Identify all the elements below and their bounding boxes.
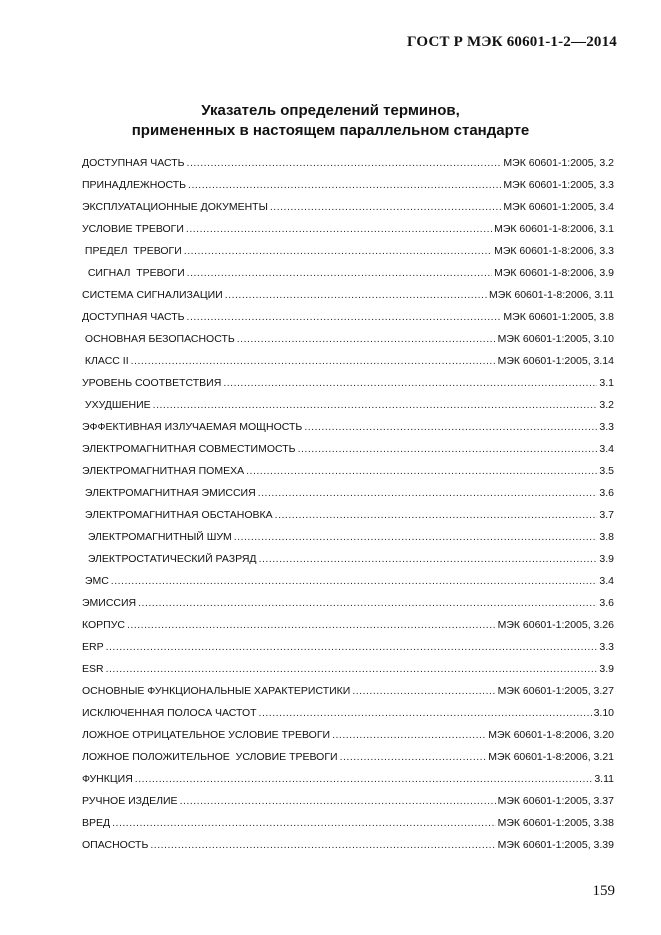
dot-leader: [275, 509, 598, 521]
entry-reference: 3.3: [599, 641, 614, 653]
entry-reference: 3.11: [594, 773, 614, 785]
entry-term: УХУДШЕНИЕ: [82, 399, 151, 411]
index-entry: [82, 223, 614, 245]
index-entry: [82, 377, 614, 399]
entry-reference: 3.4: [599, 575, 614, 587]
dot-leader: [332, 729, 486, 741]
entry-term: ОСНОВНАЯ БЕЗОПАСНОСТЬ: [82, 333, 235, 345]
entry-reference: 3.4: [599, 443, 614, 455]
entry-reference: 3.9: [599, 663, 614, 675]
entry-term: ЭЛЕКТРОМАГНИТНАЯ ПОМЕХА: [82, 465, 245, 477]
index-entry: [82, 179, 614, 201]
entry-term: ЭЛЕКТРОМАГНИТНАЯ СОВМЕСТИМОСТЬ: [82, 443, 296, 455]
entry-reference: МЭК 60601-1:2005, 3.26: [497, 619, 614, 631]
terms-index: [82, 157, 614, 861]
entry-term: СИСТЕМА СИГНАЛИЗАЦИИ: [82, 289, 223, 301]
index-entry: [82, 443, 614, 465]
dot-leader: [298, 443, 598, 455]
index-title-line-2: примененных в настоящем параллельном стандарте: [131, 122, 530, 139]
entry-reference: МЭК 60601-1-8:2006, 3.21: [488, 751, 614, 763]
dot-leader: [246, 465, 597, 477]
index-entry: [82, 333, 614, 355]
dot-leader: [138, 597, 597, 609]
dot-leader: [184, 245, 492, 257]
entry-reference: МЭК 60601-1:2005, 3.38: [497, 817, 614, 829]
entry-reference: 3.9: [599, 553, 614, 565]
dot-leader: [352, 685, 495, 697]
entry-term: ЭЛЕКТРОМАГНИТНЫЙ ШУМ: [82, 531, 232, 543]
dot-leader: [304, 421, 597, 433]
index-entry: [82, 685, 614, 707]
index-entry: [82, 289, 614, 311]
index-entry: [82, 817, 614, 839]
index-entry: [82, 421, 614, 443]
dot-leader: [186, 223, 492, 235]
index-entry: [82, 553, 614, 575]
entry-term: КОРПУС: [82, 619, 125, 631]
dot-leader: [127, 619, 496, 631]
index-entry: [82, 795, 614, 817]
entry-term: ЭФФЕКТИВНАЯ ИЗЛУЧАЕМАЯ МОЩНОСТЬ: [82, 421, 303, 433]
dot-leader: [340, 751, 487, 763]
entry-term: ЭМС: [82, 575, 109, 587]
index-entry: [82, 619, 614, 641]
dot-leader: [225, 289, 487, 301]
entry-term: ОСНОВНЫЕ ФУНКЦИОНАЛЬНЫЕ ХАРАКТЕРИСТИКИ: [82, 685, 351, 697]
entry-reference: МЭК 60601-1:2005, 3.2: [503, 157, 614, 169]
entry-term: ЛОЖНОЕ ОТРИЦАТЕЛЬНОЕ УСЛОВИЕ ТРЕВОГИ: [82, 729, 331, 741]
dot-leader: [270, 201, 502, 213]
entry-term: ПРЕДЕЛ ТРЕВОГИ: [82, 245, 182, 257]
index-entry: [82, 663, 614, 685]
entry-reference: 3.3: [599, 421, 614, 433]
entry-reference: МЭК 60601-1-8:2006, 3.3: [494, 245, 614, 257]
index-entry: [82, 575, 614, 597]
entry-reference: 3.8: [599, 531, 614, 543]
index-entry: [82, 245, 614, 267]
index-entry: [82, 773, 614, 795]
index-entry: [82, 465, 614, 487]
entry-term: ВРЕД: [82, 817, 111, 829]
entry-term: ERP: [82, 641, 104, 653]
entry-reference: МЭК 60601-1-8:2006, 3.11: [489, 289, 614, 301]
entry-term: ЭМИССИЯ: [82, 597, 137, 609]
entry-term: ПРИНАДЛЕЖНОСТЬ: [82, 179, 187, 191]
index-entry: [82, 355, 614, 377]
index-entry: [82, 597, 614, 619]
entry-reference: МЭК 60601-1-8:2006, 3.9: [494, 267, 614, 279]
entry-reference: МЭК 60601-1:2005, 3.4: [503, 201, 614, 213]
dot-leader: [259, 707, 592, 719]
dot-leader: [237, 333, 496, 345]
entry-reference: МЭК 60601-1-8:2006, 3.1: [494, 223, 614, 235]
index-entry: [82, 641, 614, 663]
index-title: [0, 101, 661, 141]
entry-term: ДОСТУПНАЯ ЧАСТЬ: [82, 157, 185, 169]
dot-leader: [106, 641, 598, 653]
dot-leader: [131, 355, 496, 367]
dot-leader: [112, 817, 495, 829]
dot-leader: [187, 157, 502, 169]
entry-reference: 3.5: [599, 465, 614, 477]
dot-leader: [153, 399, 598, 411]
index-entry: [82, 201, 614, 223]
entry-term: УРОВЕНЬ СООТВЕТСТВИЯ: [82, 377, 222, 389]
entry-reference: 3.1: [599, 377, 614, 389]
dot-leader: [187, 311, 502, 323]
entry-term: ДОСТУПНАЯ ЧАСТЬ: [82, 311, 185, 323]
index-entry: [82, 729, 614, 751]
entry-term: ЛОЖНОЕ ПОЛОЖИТЕЛЬНОЕ УСЛОВИЕ ТРЕВОГИ: [82, 751, 338, 763]
index-entry: [82, 311, 614, 333]
entry-term: ЭЛЕКТРОМАГНИТНАЯ ЭМИССИЯ: [82, 487, 256, 499]
entry-reference: МЭК 60601-1:2005, 3.8: [503, 311, 614, 323]
entry-reference: МЭК 60601-1:2005, 3.27: [497, 685, 614, 697]
entry-term: ЭЛЕКТРОСТАТИЧЕСКИЙ РАЗРЯД: [82, 553, 257, 565]
entry-reference: 3.10: [593, 707, 614, 719]
dot-leader: [111, 575, 598, 587]
entry-term: ESR: [82, 663, 104, 675]
entry-term: УСЛОВИЕ ТРЕВОГИ: [82, 223, 184, 235]
entry-reference: МЭК 60601-1:2005, 3.14: [497, 355, 614, 367]
entry-reference: МЭК 60601-1:2005, 3.37: [497, 795, 614, 807]
entry-term: ОПАСНОСТЬ: [82, 839, 149, 851]
entry-term: ЭЛЕКТРОМАГНИТНАЯ ОБСТАНОВКА: [82, 509, 273, 521]
entry-reference: 3.2: [599, 399, 614, 411]
entry-term: РУЧНОЕ ИЗДЕЛИЕ: [82, 795, 178, 807]
entry-term: СИГНАЛ ТРЕВОГИ: [82, 267, 185, 279]
dot-leader: [180, 795, 496, 807]
dot-leader: [187, 267, 492, 279]
dot-leader: [106, 663, 598, 675]
entry-reference: 3.6: [599, 487, 614, 499]
index-entry: [82, 267, 614, 289]
index-entry: [82, 707, 614, 729]
entry-term: КЛАСС II: [82, 355, 129, 367]
index-entry: [82, 509, 614, 531]
dot-leader: [234, 531, 598, 543]
entry-term: ИСКЛЮЧЕННАЯ ПОЛОСА ЧАСТОТ: [82, 707, 257, 719]
index-entry: [82, 157, 614, 179]
index-title-line-1: Указатель определений терминов,: [201, 102, 460, 119]
dot-leader: [150, 839, 495, 851]
entry-term: ЭКСПЛУАТАЦИОННЫЕ ДОКУМЕНТЫ: [82, 201, 268, 213]
index-entry: [82, 751, 614, 773]
dot-leader: [135, 773, 593, 785]
index-entry: [82, 531, 614, 553]
entry-reference: 3.6: [599, 597, 614, 609]
index-entry: [82, 839, 614, 861]
dot-leader: [223, 377, 597, 389]
document-header: ГОСТ Р МЭК 60601-1-2—2014: [407, 34, 617, 50]
entry-reference: МЭК 60601-1:2005, 3.10: [497, 333, 614, 345]
page-number: 159: [592, 883, 615, 899]
entry-reference: 3.7: [599, 509, 614, 521]
index-entry: [82, 399, 614, 421]
dot-leader: [259, 553, 598, 565]
dot-leader: [188, 179, 501, 191]
entry-reference: МЭК 60601-1:2005, 3.3: [503, 179, 614, 191]
entry-reference: МЭК 60601-1:2005, 3.39: [497, 839, 614, 851]
dot-leader: [258, 487, 598, 499]
entry-reference: МЭК 60601-1-8:2006, 3.20: [488, 729, 614, 741]
index-entry: [82, 487, 614, 509]
entry-term: ФУНКЦИЯ: [82, 773, 133, 785]
